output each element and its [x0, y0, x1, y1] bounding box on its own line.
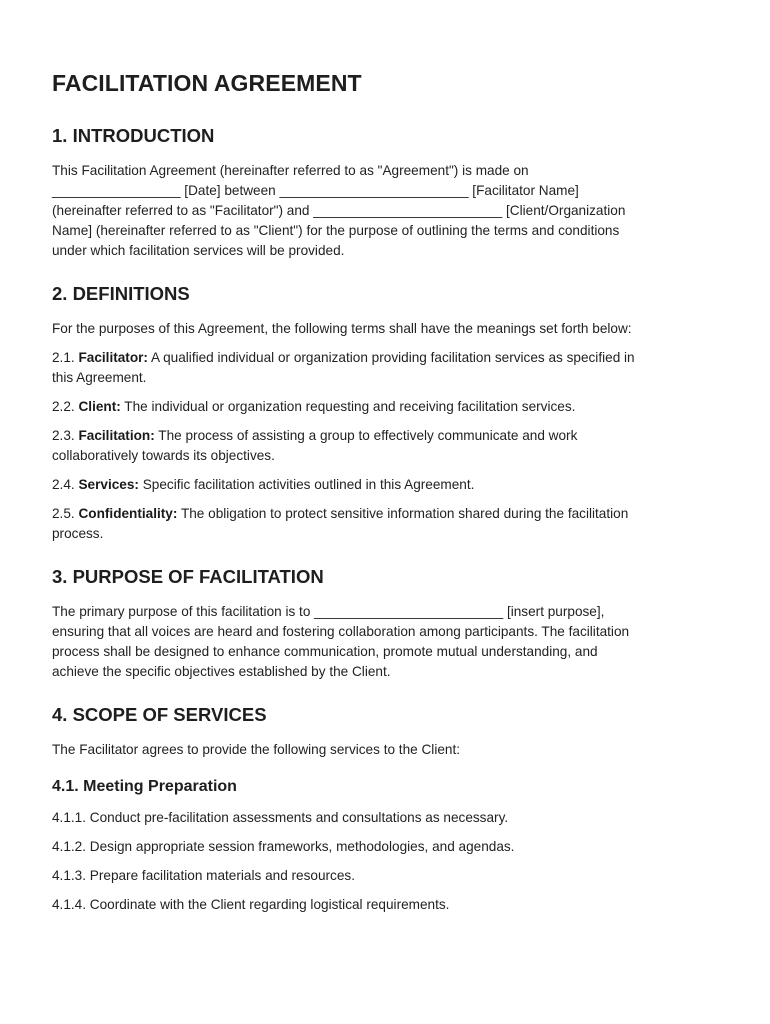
text-line: _________________ [Date] between _________________________ [Facilitator Name]	[52, 183, 579, 198]
introduction-paragraph	[52, 161, 718, 261]
section-scope	[52, 704, 718, 915]
definition-number: 2.2.	[52, 399, 75, 414]
section-heading: 2. DEFINITIONS	[52, 283, 190, 304]
definition-term: Client:	[78, 399, 121, 414]
definitions-intro: For the purposes of this Agreement, the following terms shall have the meanings set forth below:	[52, 321, 632, 336]
definition-item	[52, 475, 718, 495]
definition-item	[52, 504, 718, 544]
definition-text: Specific facilitation activities outlined in this Agreement.	[142, 477, 475, 492]
definition-term: Confidentiality:	[78, 506, 178, 521]
text-line: process shall be designed to enhance communication, promote mutual understanding, and	[52, 644, 598, 659]
definition-number: 2.4.	[52, 477, 75, 492]
text-line: This Facilitation Agreement (hereinafter referred to as "Agreement") is made on	[52, 163, 529, 178]
definition-text: The individual or organization requesting and receiving facilitation services.	[124, 399, 576, 414]
definition-item	[52, 397, 718, 417]
definition-text: The obligation to protect sensitive information shared during the facilitation	[180, 506, 629, 521]
definition-number: 2.5.	[52, 506, 75, 521]
section-introduction	[52, 125, 718, 261]
purpose-paragraph	[52, 602, 718, 682]
definition-item	[52, 348, 718, 388]
text-line: ensuring that all voices are heard and fostering collaboration among participants. The facilitation	[52, 624, 630, 639]
definition-text: The process of assisting a group to effectively communicate and work	[158, 428, 578, 443]
scope-intro: The Facilitator agrees to provide the following services to the Client:	[52, 742, 461, 757]
scope-item: 4.1.2. Design appropriate session frameworks, methodologies, and agendas.	[52, 839, 515, 854]
text-line: Name] (hereinafter referred to as "Client") for the purpose of outlining the terms and conditions	[52, 223, 620, 238]
section-heading: 4. SCOPE OF SERVICES	[52, 704, 267, 725]
definition-term: Facilitator:	[78, 350, 148, 365]
section-heading: 1. INTRODUCTION	[52, 125, 215, 146]
definition-text: A qualified individual or organization providing facilitation services as specified in	[151, 350, 635, 365]
section-purpose	[52, 566, 718, 682]
text-line: achieve the specific objectives established by the Client.	[52, 664, 391, 679]
definition-term: Services:	[78, 477, 139, 492]
scope-item: 4.1.3. Prepare facilitation materials and resources.	[52, 868, 355, 883]
subsection-heading: 4.1. Meeting Preparation	[52, 778, 237, 795]
scope-item: 4.1.4. Coordinate with the Client regarding logistical requirements.	[52, 897, 450, 912]
text-line: The primary purpose of this facilitation is to _________________________ [insert purpose],	[52, 604, 605, 619]
definition-number: 2.1.	[52, 350, 75, 365]
definition-text-cont: this Agreement.	[52, 370, 147, 385]
text-line: (hereinafter referred to as "Facilitator") and _________________________ [Client/Organization	[52, 203, 626, 218]
scope-item: 4.1.1. Conduct pre-facilitation assessments and consultations as necessary.	[52, 810, 509, 825]
document-title: FACILITATION AGREEMENT	[52, 70, 362, 96]
definition-item	[52, 426, 718, 466]
definition-text-cont: process.	[52, 526, 104, 541]
text-line: under which facilitation services will be provided.	[52, 243, 345, 258]
definition-text-cont: collaboratively towards its objectives.	[52, 448, 275, 463]
section-heading: 3. PURPOSE OF FACILITATION	[52, 566, 324, 587]
definition-term: Facilitation:	[78, 428, 155, 443]
definition-number: 2.3.	[52, 428, 75, 443]
section-definitions	[52, 283, 718, 544]
